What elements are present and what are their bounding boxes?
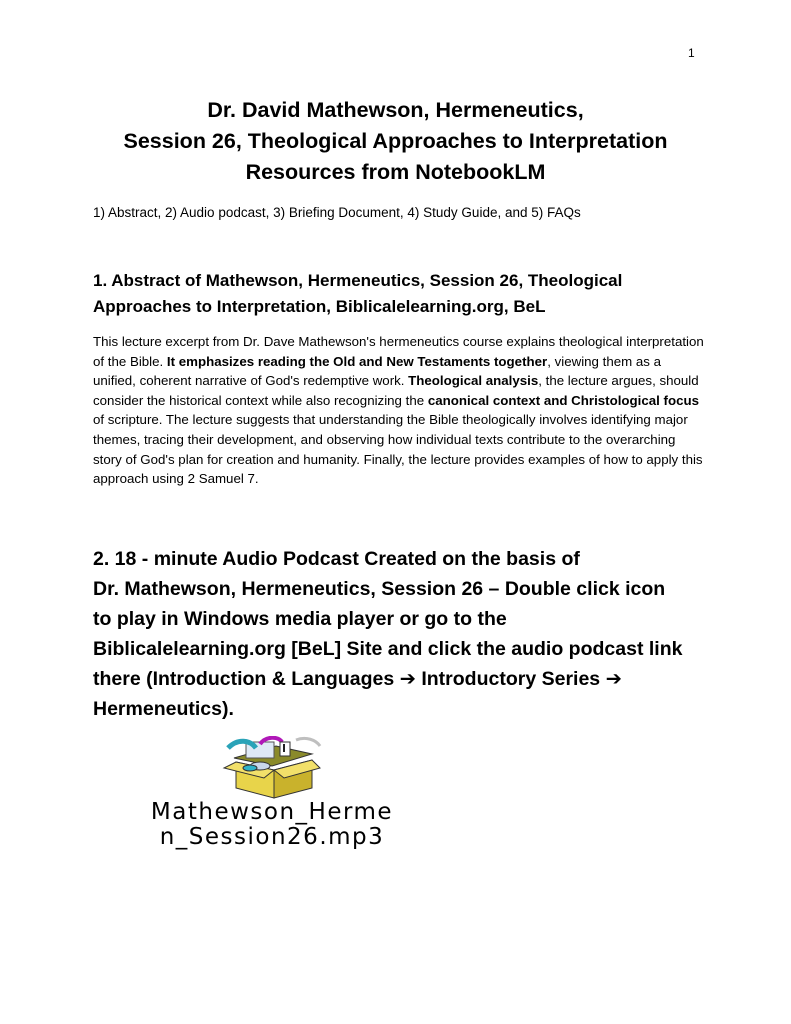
arrow-right-icon: ➔ [605,667,622,690]
podcast-line-2: Dr. Mathewson, Hermeneutics, Session 26 – Double click icon [93,578,666,600]
page-number: 1 [688,46,695,60]
podcast-line-5-a: there (Introduction & Languages [93,668,400,690]
abstract-heading-line-1: 1. Abstract of Mathewson, Hermeneutics, Session 26, Theological [93,271,623,290]
podcast-line-5-b: Introductory Series [415,668,606,690]
abstract-paragraph [93,332,707,489]
podcast-line-3: to play in Windows media player or go to the [93,608,507,630]
arrow-right-icon: ➔ [399,667,416,690]
document-title [60,95,731,188]
package-media-icon[interactable] [216,736,326,800]
resources-list: 1) Abstract, 2) Audio podcast, 3) Briefing Document, 4) Study Guide, and 5) FAQs [93,205,581,220]
audio-file-label[interactable]: Mathewson_Herme n_Session26.mp3 [150,799,394,850]
title-line-3: Resources from NotebookLM [245,160,546,184]
abstract-heading [93,268,713,320]
abstract-text-1: This lecture excerpt from Dr. Dave Mathewson's hermeneutics course explains theological interpretation of the Bible. [93,334,704,369]
podcast-line-4: Biblicalelearning.org [BeL] Site and click the audio podcast link [93,638,683,660]
title-line-1: Dr. David Mathewson, Hermeneutics, [207,98,584,122]
title-line-2: Session 26, Theological Approaches to Interpretation [123,129,668,153]
abstract-text-3: , the lecture argues, should consider the historical context while also recognizing the [93,373,699,408]
abstract-text-2: , viewing them as a unified, coherent narrative of God's redemptive work. [93,353,662,389]
podcast-line-1: 2. 18 - minute Audio Podcast Created on the basis of [93,548,580,570]
podcast-heading [93,544,718,724]
podcast-line-6: Hermeneutics). [93,698,234,720]
abstract-bold-1: It emphasizes reading the Old and New Testaments together [166,353,548,369]
abstract-bold-3: canonical context and Christological focus [427,392,699,408]
abstract-heading-line-2: Approaches to Interpretation, Biblicalelearning.org, BeL [93,297,546,316]
abstract-text-4: of scripture. The lecture suggests that understanding the Bible theologically involves identifying major themes, tracing their development, and observing how individual texts contribute to the overarching story of God's plan for creation and humanity. Finally, the lecture provides examples of how to apply this approach using 2 Samuel 7. [93,412,703,487]
podcast-line-5 [93,664,718,694]
abstract-bold-2: Theological analysis [408,373,539,389]
